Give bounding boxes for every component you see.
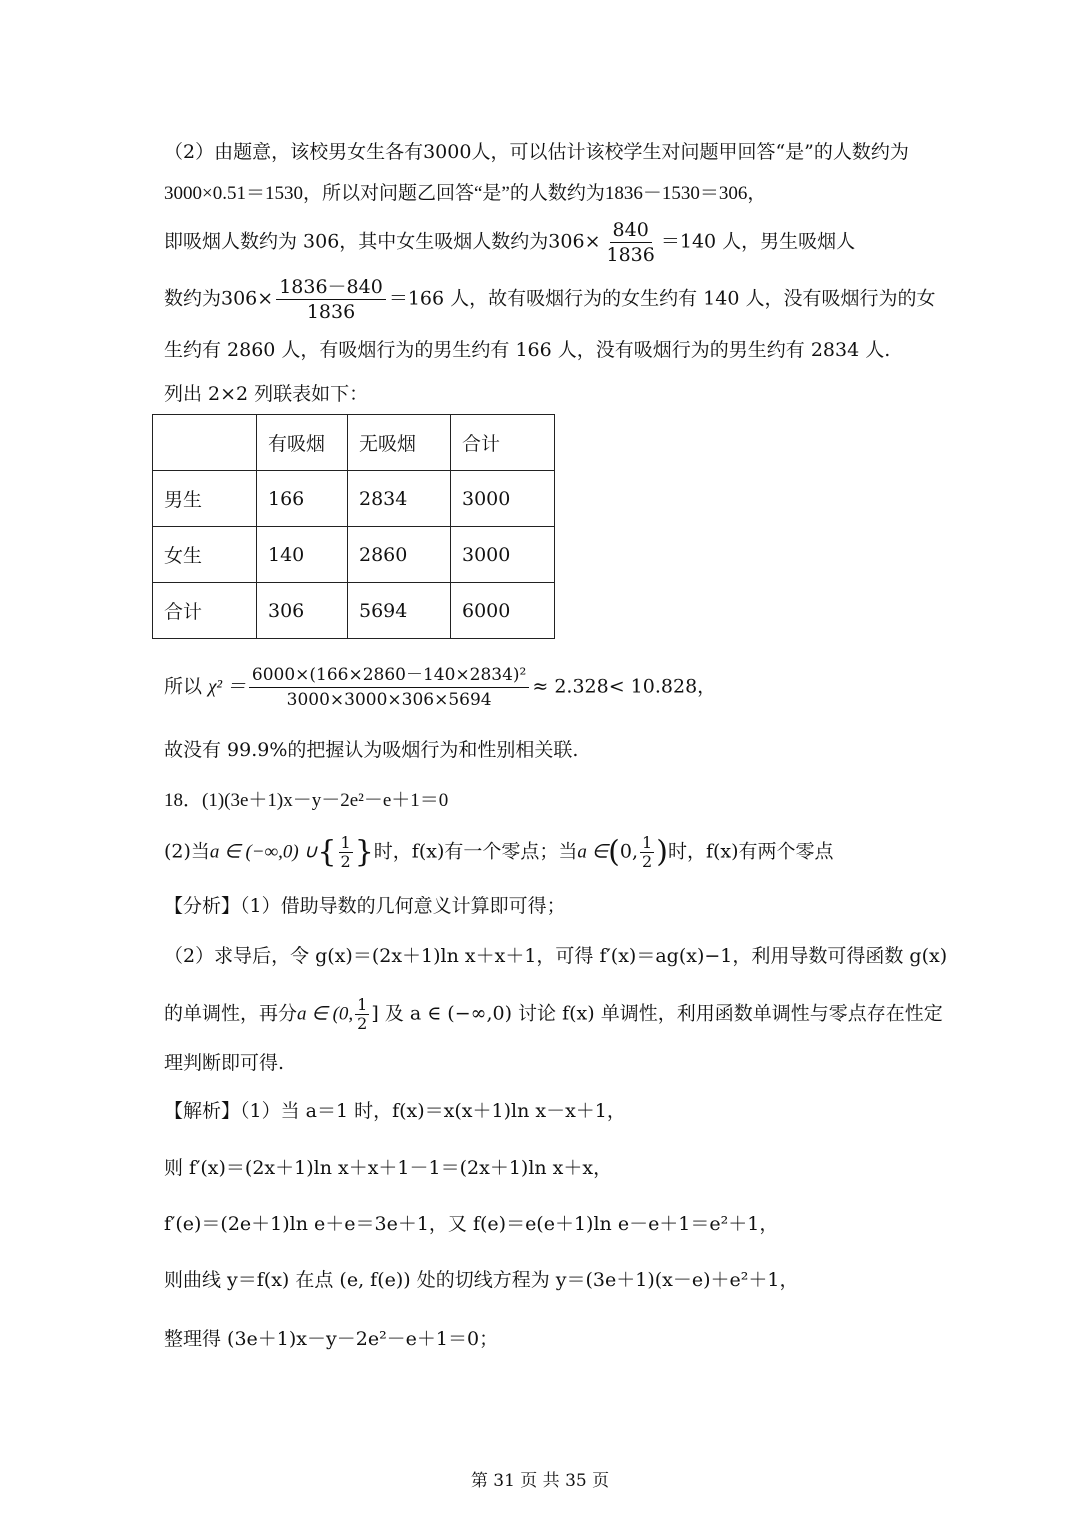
line3-pre: 即吸烟人数约为 306，其中女生吸烟人数约为306×: [164, 230, 601, 253]
table-cell: 2860: [348, 527, 451, 583]
analysis-text: （1）借助导数的几何意义计算即可得；: [240, 895, 566, 917]
table-cell: 女生: [153, 527, 257, 583]
solution-line1: [164, 1098, 626, 1124]
frac-denominator: 2: [340, 852, 351, 871]
solution-line3: f′(e)＝(2e＋1)ln e＋e＝3e＋1，又 f(e)＝e(e＋1)ln e－e＋1＝e²＋1，: [164, 1213, 779, 1235]
q18-answer-2: [164, 834, 834, 871]
right-paren: ): [656, 834, 668, 870]
frac-numerator: 1: [642, 833, 653, 852]
table-row: [153, 471, 555, 527]
solution-label: 【解析】: [164, 1100, 241, 1122]
solution-line4: 则曲线 y＝f(x) 在点 (e, f(e)) 处的切线方程为 y＝(3e＋1)(x－e)＋e²＋1，: [164, 1269, 799, 1291]
line4-pre: 数约为306×: [164, 287, 274, 310]
table-cell: 合计: [451, 415, 555, 471]
analysis-line3: [164, 996, 943, 1033]
table-row: [153, 527, 555, 583]
table-cell: 无吸烟: [348, 415, 451, 471]
frac-denominator: 2: [357, 1014, 368, 1033]
frac-numerator: 1836－840: [276, 275, 386, 300]
table-cell: 2834: [348, 471, 451, 527]
table-cell: 166: [257, 471, 348, 527]
table-cell: 有吸烟: [257, 415, 348, 471]
left-paren: (: [608, 834, 620, 870]
analysis3-b: a ∈ (0,: [297, 1003, 354, 1025]
fraction-one-half: [339, 834, 353, 871]
page-footer: 第 31 页 共 35 页: [470, 1471, 610, 1491]
chi-post: ≈ 2.328< 10.828，: [532, 675, 717, 698]
analysis-line1: [164, 893, 566, 919]
fraction-840-1836: [604, 218, 658, 267]
chi-square-line: [164, 663, 716, 712]
ans2-b: a ∈ (−∞,0) ∪: [209, 841, 318, 863]
frac-denominator: 1836: [306, 301, 356, 323]
frac-numerator: 1: [340, 833, 351, 852]
table-header-row: [153, 415, 555, 471]
table-cell: 306: [257, 583, 348, 639]
fraction-one-half: [355, 996, 369, 1033]
part2-line3: [164, 218, 855, 267]
analysis-line4: 理判断即可得.: [164, 1052, 285, 1074]
part2-line6: 列出 2×2 列联表如下：: [164, 383, 369, 405]
analysis3-a: 的单调性，再分: [164, 1002, 298, 1025]
table-cell: 3000: [451, 527, 555, 583]
part2-line4: [164, 275, 935, 324]
chi-fraction: [249, 663, 530, 712]
analysis-line2: （2）求导后，令 g(x)＝(2x＋1)ln x＋x＋1，可得 f′(x)＝ag(x)−1，利用导数可得函数 g(x): [164, 945, 948, 967]
chi-conclusion: 故没有 99.9%的把握认为吸烟行为和性别相关联.: [164, 739, 579, 761]
table-cell: 6000: [451, 583, 555, 639]
q18-answer-1: 18．(1)(3e＋1)x－y－2e²－e＋1＝0: [164, 790, 449, 811]
table-cell: 合计: [153, 583, 257, 639]
fraction-one-half: [640, 834, 654, 871]
chi-symbol: χ² ＝: [208, 676, 246, 698]
solution-line2: 则 f′(x)＝(2x＋1)ln x＋x＋1－1＝(2x＋1)ln x＋x，: [164, 1157, 613, 1179]
frac-numerator: 840: [610, 218, 652, 243]
contingency-table: [152, 414, 555, 639]
ans2-f: 时，f(x)有两个零点: [667, 840, 834, 863]
fraction-996-1836: [276, 275, 386, 324]
table-cell: 3000: [451, 471, 555, 527]
line3-post: ＝140 人，男生吸烟人: [660, 230, 856, 253]
line4-post: ＝166 人，故有吸烟行为的女生约有 140 人，没有吸烟行为的女: [388, 287, 936, 310]
frac-numerator: 6000×(166×2860－140×2834)²: [249, 663, 530, 688]
part2-line1: （2）由题意，该校男女生各有3000人，可以估计该校学生对问题甲回答“是”的人数约为: [164, 141, 909, 163]
table-cell: [153, 415, 257, 471]
ans2-d: a ∈: [577, 841, 609, 863]
frac-denominator: 3000×3000×306×5694: [286, 690, 492, 710]
table-cell: 男生: [153, 471, 257, 527]
analysis3-c: ] 及 a ∈ (−∞,0) 讨论 f(x) 单调性，利用函数单调性与零点存在性定: [371, 1002, 943, 1025]
part2-line5: 生约有 2860 人，有吸烟行为的男生约有 166 人，没有吸烟行为的男生约有 2834 人.: [164, 339, 891, 361]
ans2-c: 时，f(x)有一个零点；当: [373, 840, 578, 863]
chi-pre: 所以: [164, 675, 203, 698]
right-brace: }: [354, 834, 374, 870]
table-row: [153, 583, 555, 639]
table-cell: 140: [257, 527, 348, 583]
part2-line2: 3000×0.51＝1530，所以对问题乙回答“是”的人数约为1836－1530＝306，: [164, 183, 767, 204]
left-brace: {: [317, 834, 337, 870]
frac-denominator: 2: [642, 852, 653, 871]
table-cell: 5694: [348, 583, 451, 639]
ans2-a: (2)当: [164, 840, 210, 863]
analysis-label: 【分析】: [164, 895, 241, 917]
frac-numerator: 1: [357, 995, 368, 1014]
ans2-e: 0,: [619, 840, 639, 863]
frac-denominator: 1836: [606, 244, 655, 266]
solution-text: （1）当 a＝1 时，f(x)＝x(x＋1)ln x－x＋1，: [240, 1100, 626, 1122]
solution-line5: 整理得 (3e＋1)x－y－2e²－e＋1＝0；: [164, 1328, 499, 1350]
